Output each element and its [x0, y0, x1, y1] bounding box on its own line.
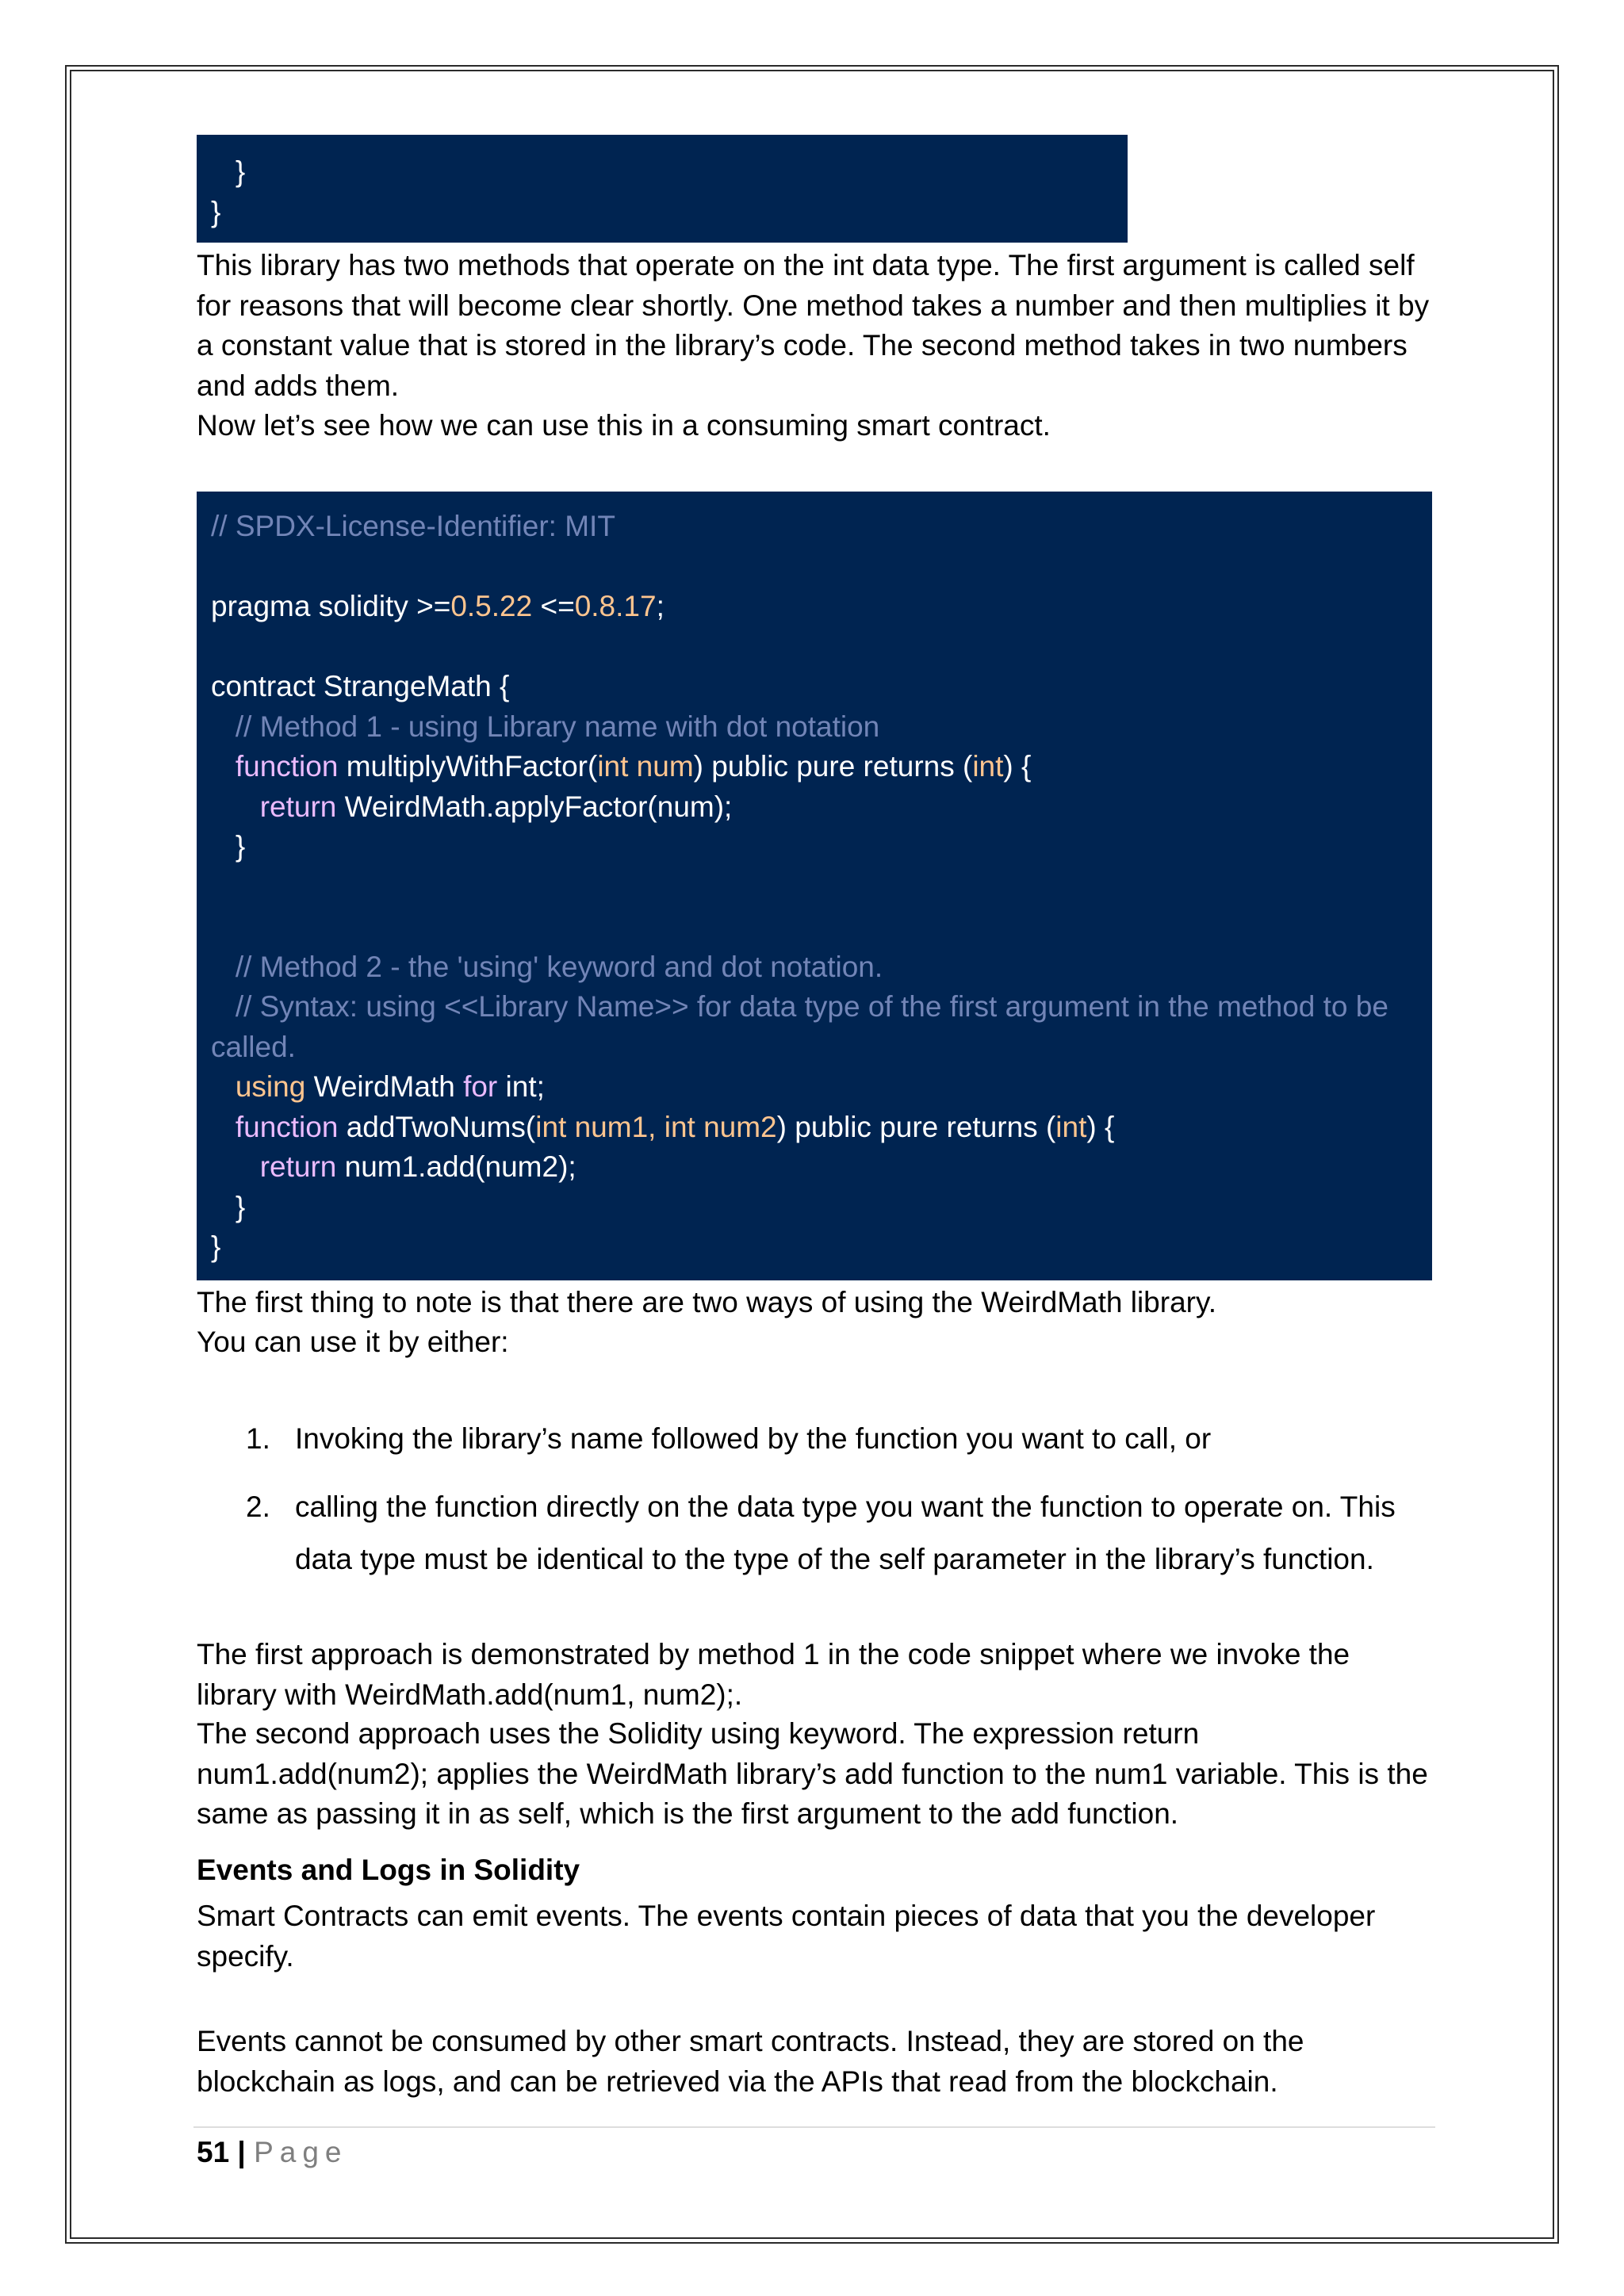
code-text: WeirdMath [305, 1070, 464, 1103]
code-text: ) public pure returns ( [776, 1110, 1056, 1143]
page-number: 51 [197, 2136, 230, 2168]
code-keyword: using [235, 1070, 306, 1103]
code-comment: // Method 1 - using Library name with dot notation [211, 710, 880, 743]
list-item [197, 1413, 1434, 1465]
code-indent [211, 1150, 260, 1183]
paragraph-first-approach: The first approach is demonstrated by method 1 in the code snippet where we invoke the library with WeirdMath.add(num1, num2);. [197, 1638, 1350, 1711]
code-line-fn2 [211, 1108, 1418, 1148]
code-text: ) public pure returns ( [693, 750, 973, 783]
code-comment: // Method 2 - the 'using' keyword and dot notation. [211, 950, 883, 983]
list-number: 2. [246, 1490, 270, 1523]
code-text: ) { [1086, 1110, 1115, 1143]
code-keyword: function [235, 1110, 339, 1143]
code-keyword: function [235, 750, 339, 783]
code-text: num1.add(num2); [336, 1150, 576, 1183]
code-block-strangemath [197, 492, 1432, 1280]
code-text: pragma solidity >= [211, 590, 451, 622]
code-comment: // Syntax: using <<Library Name>> for data type of the first argument in the method to be called. [211, 990, 1397, 1063]
code-keyword: return [259, 1150, 337, 1183]
paragraph-events-intro: Smart Contracts can emit events. The events contain pieces of data that you the developer specify. [197, 1900, 1376, 1973]
code-type: int [972, 750, 1004, 783]
page-footer [197, 2133, 348, 2172]
code-text: multiplyWithFactor( [338, 750, 598, 783]
code-indent [211, 750, 236, 783]
footer-separator: | [229, 2136, 255, 2168]
code-number: 0.5.22 [450, 590, 533, 622]
code-blank-line [211, 867, 1418, 908]
code-indent [211, 1111, 236, 1143]
code-line: } [211, 155, 246, 188]
code-line-fn1 [211, 747, 1418, 787]
list-item-text: Invoking the library’s name followed by the function you want to call, or [295, 1422, 1212, 1455]
code-text: ; [656, 590, 665, 622]
paragraph-library-methods: This library has two methods that operate on the int data type. The first argument is called self for reasons that will become clear shortly. One method takes a number and then multiplies it by a constant value that is stored in the library’s code. The second method takes in two numbers and adds them. [197, 249, 1430, 402]
code-keyword: for [463, 1070, 498, 1103]
code-blank-line [211, 627, 1418, 668]
code-block-continuation [197, 135, 1128, 243]
code-blank-line [211, 907, 1418, 947]
list-item-text: calling the function directly on the data type you want the function to operate on. This data type must be identical to the type of the self parameter in the library’s function. [295, 1490, 1396, 1575]
code-param: int num [597, 750, 694, 783]
page-label: Page [254, 2136, 348, 2168]
list-number: 1. [246, 1422, 270, 1455]
code-param: int num1, int num2 [535, 1110, 777, 1143]
code-line-pragma [211, 587, 1418, 627]
section-heading: Events and Logs in Solidity [197, 1854, 580, 1886]
code-text: <= [532, 590, 575, 622]
code-line-return2 [211, 1147, 1418, 1188]
code-line-using [211, 1067, 1418, 1108]
code-line: } [211, 195, 221, 228]
code-text: int; [497, 1070, 545, 1103]
code-line-contract: contract StrangeMath { [211, 670, 510, 702]
code-comment: // SPDX-License-Identifier: MIT [211, 510, 615, 542]
paragraph-use-by-either: You can use it by either: [197, 1326, 509, 1358]
paragraph-second-approach: The second approach uses the Solidity using keyword. The expression return num1.add(num2); applies the WeirdMath library’s add function to the num1 variable. This is the same as passing it in as self, which is the first argument to the add function. [197, 1717, 1428, 1830]
paragraph-events-logs: Events cannot be consumed by other smart contracts. Instead, they are stored on the blockchain as logs, and can be retrieved via the APIs that read from the blockchain. [197, 2025, 1304, 2098]
code-type: int [1055, 1110, 1087, 1143]
code-text: ) { [1003, 750, 1032, 783]
code-keyword: return [259, 790, 337, 823]
numbered-list [197, 1413, 1434, 1586]
list-item [197, 1481, 1434, 1586]
code-line-close: } [211, 1230, 221, 1263]
code-blank-line [211, 547, 1418, 587]
code-indent [211, 1070, 236, 1103]
code-text: addTwoNums( [338, 1110, 536, 1143]
code-line-close: } [211, 830, 246, 863]
code-line-return1 [211, 787, 1418, 828]
code-indent [211, 790, 260, 823]
code-text: WeirdMath.applyFactor(num); [336, 790, 733, 823]
code-line-close: } [211, 1190, 246, 1223]
paragraph-consuming-contract: Now let’s see how we can use this in a consuming smart contract. [197, 409, 1051, 442]
paragraph-two-ways: The first thing to note is that there are two ways of using the WeirdMath library. [197, 1286, 1217, 1318]
code-number: 0.8.17 [574, 590, 657, 622]
footer-divider [193, 2126, 1435, 2128]
